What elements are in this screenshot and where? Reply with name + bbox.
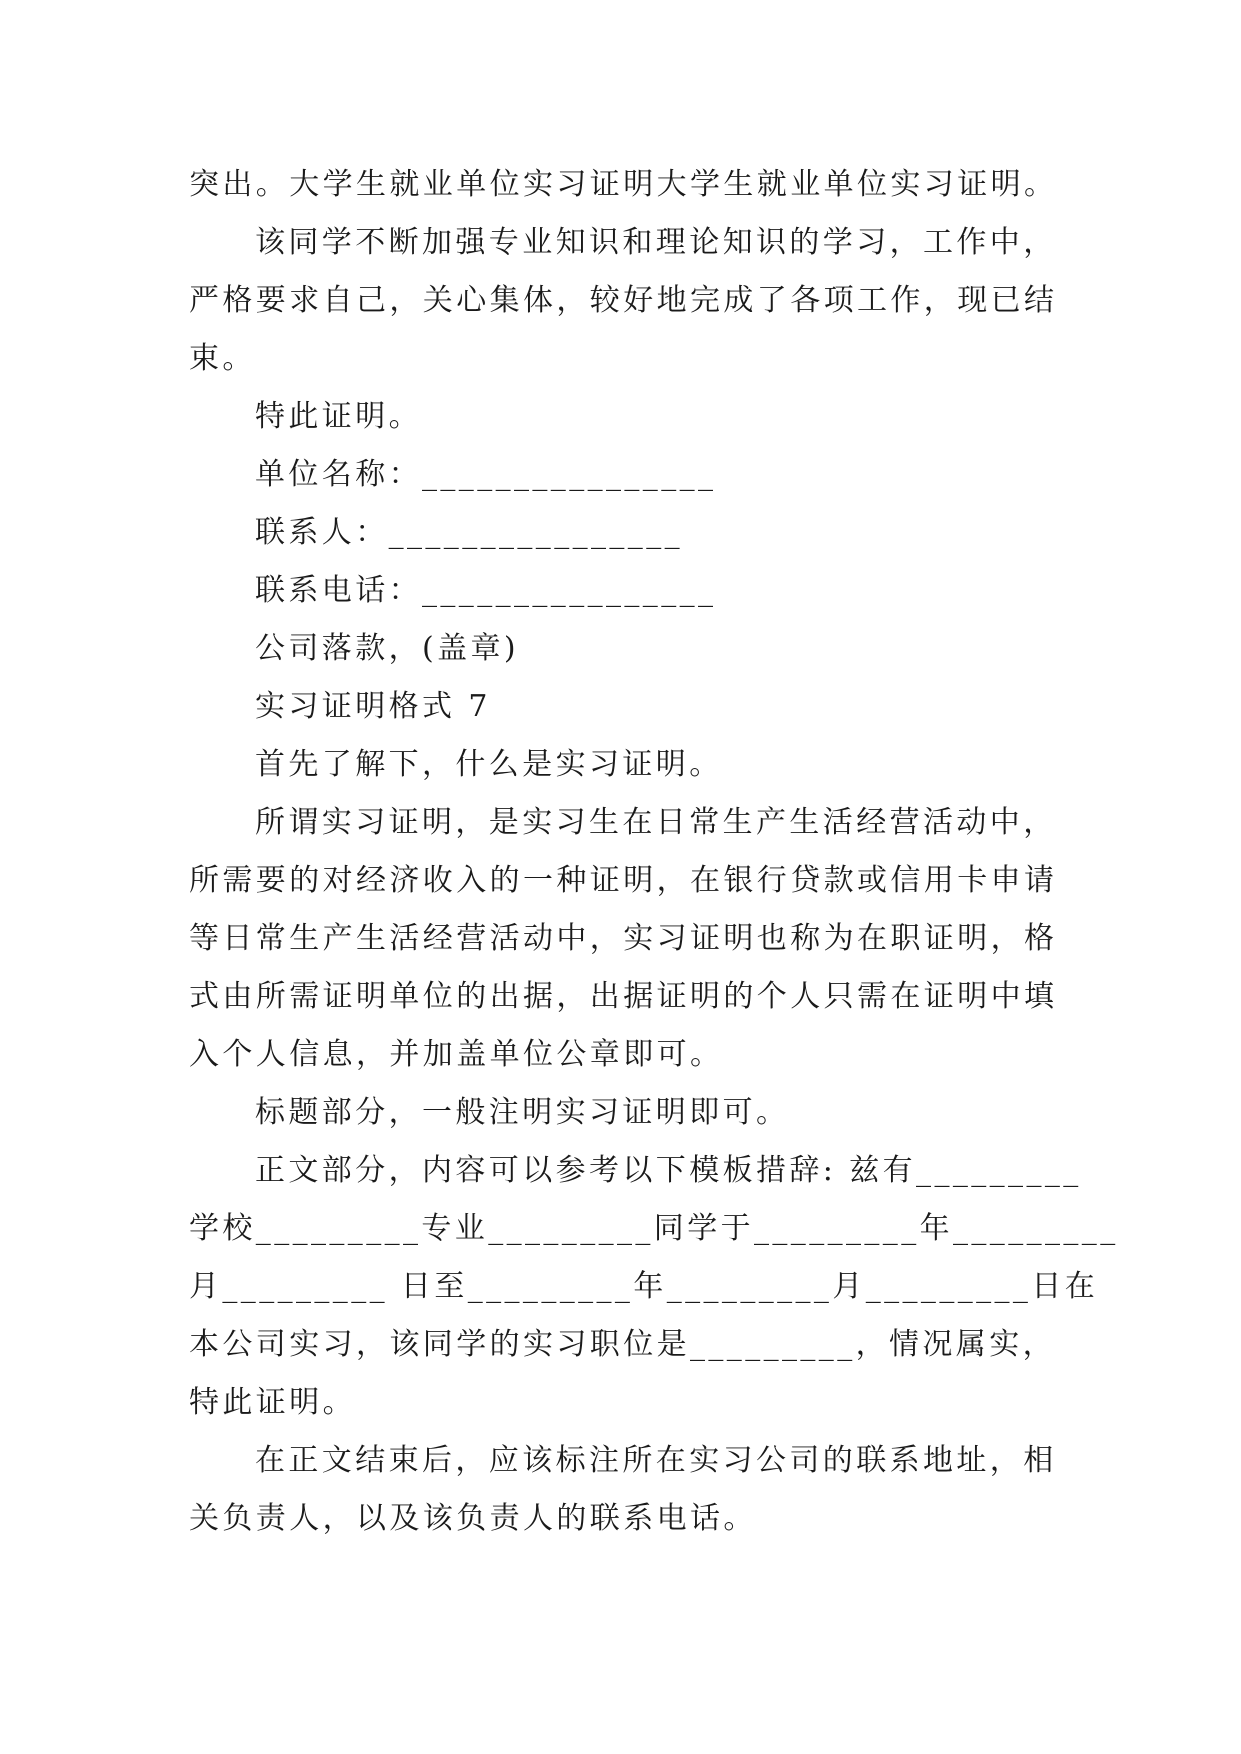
text-line: 特此证明。	[189, 1385, 356, 1420]
paragraph-line: 所谓实习证明，是实习生在日常生产生活经营活动中，	[255, 805, 1057, 840]
paragraph-line: 在正文结束后，应该标注所在实习公司的联系地址，相	[255, 1443, 1057, 1478]
text-line: 严格要求自己，关心集体，较好地完成了各项工作，现已结	[189, 283, 1058, 318]
text-line: 式由所需证明单位的出据，出据证明的个人只需在证明中填	[189, 979, 1058, 1014]
text-line: 突出。大学生就业单位实习证明大学生就业单位实习证明。	[189, 167, 1058, 202]
text-line: 束。	[189, 341, 256, 376]
paragraph-line: 首先了解下，什么是实习证明。	[255, 747, 723, 782]
text-line: 所需要的对经济收入的一种证明，在银行贷款或信用卡申请	[189, 863, 1058, 898]
paragraph-line: 该同学不断加强专业知识和理论知识的学习，工作中，	[255, 225, 1057, 260]
text-line: 入个人信息，并加盖单位公章即可。	[189, 1037, 724, 1072]
text-line: 等日常生产生活经营活动中，实习证明也称为在职证明，格	[189, 921, 1058, 956]
paragraph-line: 标题部分，一般注明实习证明即可。	[255, 1095, 790, 1130]
document-body	[189, 156, 1119, 1548]
paragraph-line: 特此证明。	[255, 399, 422, 434]
text-line: 本公司实习，该同学的实习职位是_________，情况属实，	[189, 1327, 1056, 1362]
text-line: 学校_________专业_________同学于_________年_________	[189, 1211, 1119, 1246]
text-line: 月_________ 日至_________年_________月_________日在	[189, 1269, 1099, 1304]
contact-phone-field: 联系电话：________________	[255, 573, 717, 608]
section-heading: 实习证明格式 7	[255, 689, 491, 724]
text-line: 关负责人，以及该负责人的联系电话。	[189, 1501, 757, 1536]
contact-person-field: 联系人：________________	[255, 515, 683, 550]
paragraph-line: 正文部分，内容可以参考以下模板措辞: 兹有_________	[255, 1153, 1082, 1188]
company-signature-line: 公司落款，(盖章)	[255, 631, 520, 666]
unit-name-field: 单位名称：________________	[255, 457, 717, 492]
